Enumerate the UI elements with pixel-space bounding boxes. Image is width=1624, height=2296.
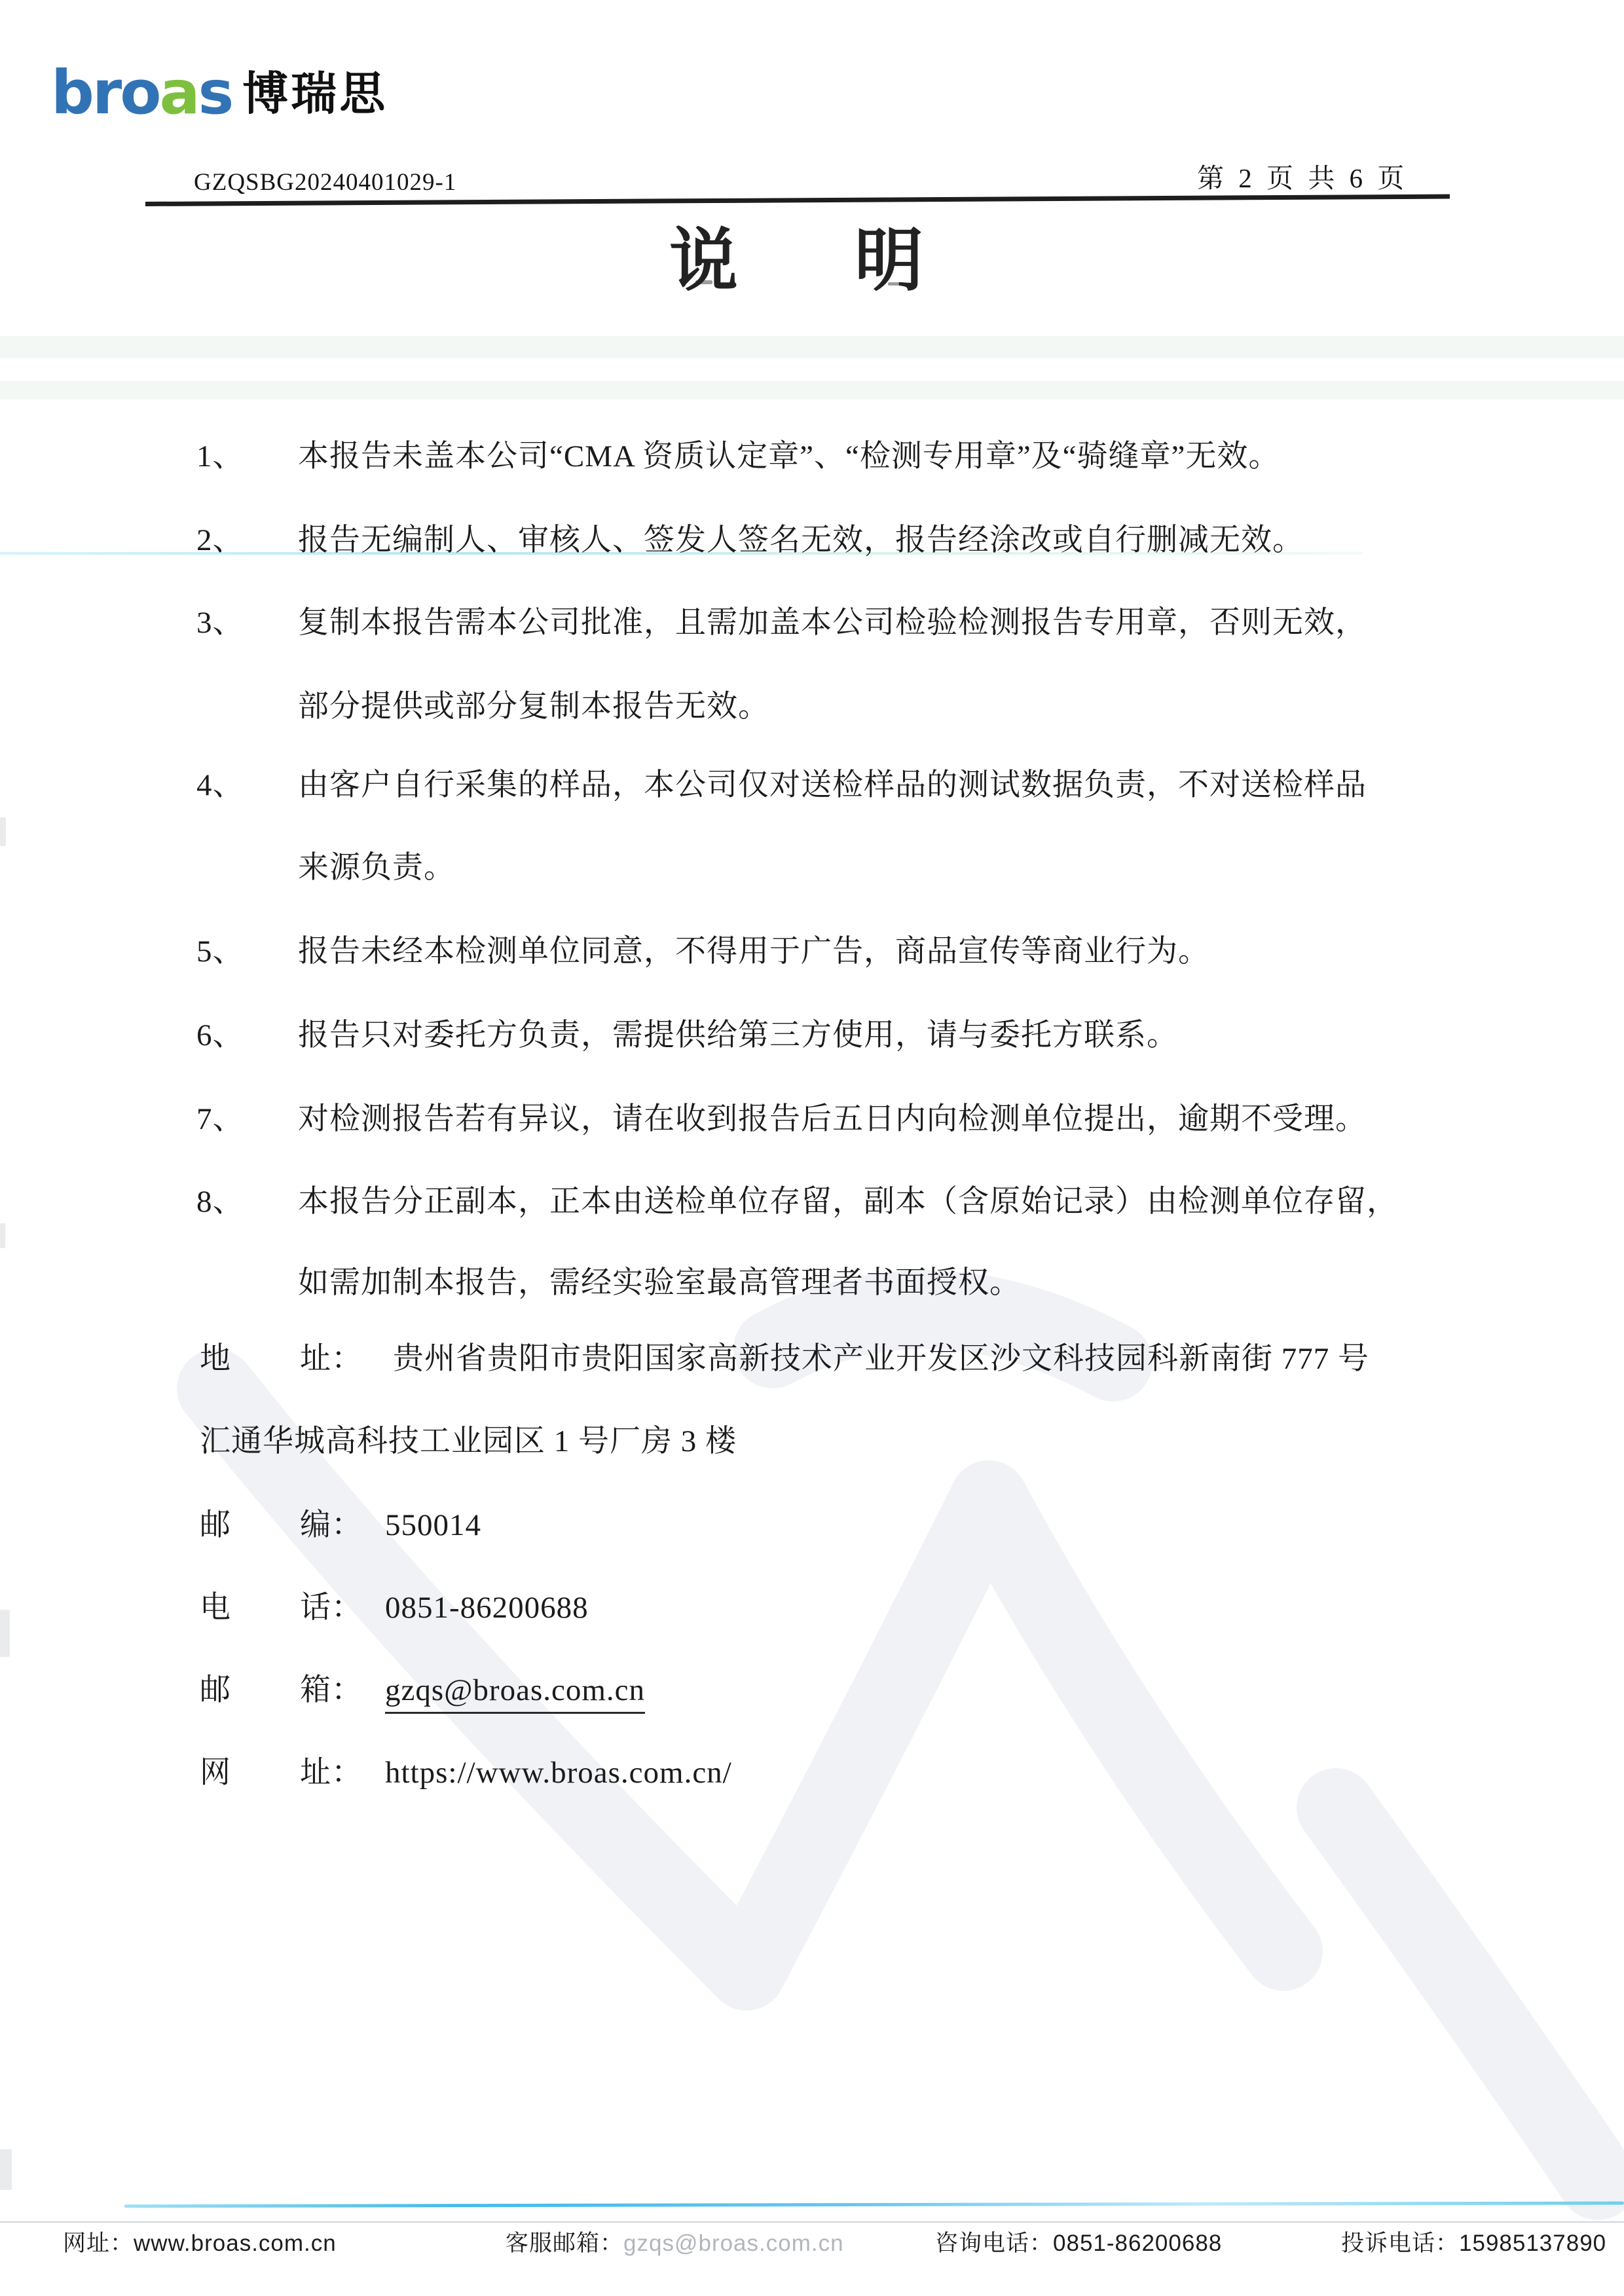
footer-website-label: 网址：	[63, 2231, 134, 2256]
note-number: 3、	[196, 606, 244, 640]
email-link[interactable]: gzqs@broas.com.cn	[385, 1671, 645, 1714]
scan-artifact	[0, 336, 1624, 358]
report-number: GZQSBG20240401029-1	[194, 169, 457, 196]
note-number: 7、	[196, 1102, 244, 1136]
note-number: 2、	[196, 523, 244, 557]
footer-website	[63, 2225, 337, 2258]
footer-service-email-value: gzqs@broas.com.cn	[623, 2231, 844, 2256]
note-number: 5、	[196, 935, 244, 969]
note-text: 部分提供或部分复制本报告无效。	[298, 690, 769, 724]
note-text: 对检测报告若有异议，请在收到报告后五日内向检测单位提出，逾期不受理。	[298, 1102, 1367, 1136]
logo-chinese-text: 博瑞思	[242, 68, 388, 119]
note-text: 报告无编制人、审核人、签发人签名无效，报告经涂改或自行删减无效。	[298, 523, 1304, 557]
scan-artifact	[0, 817, 6, 846]
page-title: 说明	[669, 223, 1040, 299]
footer-complaint-phone	[1341, 2225, 1606, 2258]
contact-label: 话：	[300, 1591, 363, 1625]
contact-label: 地	[200, 1342, 231, 1376]
footer-divider	[0, 2221, 1624, 2223]
contact-label: 箱：	[300, 1673, 363, 1707]
note-number: 8、	[196, 1185, 244, 1219]
note-number: 1、	[196, 439, 244, 473]
scan-artifact	[0, 1223, 5, 1248]
page-number: 第 2 页 共 6 页	[1197, 163, 1409, 193]
scan-artifact	[0, 381, 1624, 399]
footer-complaint-phone-label: 投诉电话：	[1341, 2231, 1460, 2256]
footer-consult-phone-value: 0851-86200688	[1053, 2231, 1223, 2256]
footer-service-email-label: 客服邮箱：	[506, 2231, 624, 2256]
footer-consult-phone-label: 咨询电话：	[935, 2231, 1054, 2256]
note-number: 6、	[196, 1018, 244, 1052]
footer-consult-phone	[935, 2225, 1222, 2258]
address-value-line2: 汇通华城高科技工业园区 1 号厂房 3 楼	[200, 1424, 737, 1458]
address-value: 贵州省贵阳市贵阳国家高新技术产业开发区沙文科技园科新南街 777 号	[393, 1342, 1369, 1376]
note-text: 由客户自行采集的样品，本公司仅对送检样品的测试数据负责，不对送检样品	[298, 768, 1367, 802]
scan-artifact	[0, 2149, 12, 2190]
header-divider	[145, 194, 1450, 206]
contact-label: 邮	[200, 1508, 231, 1542]
note-text: 如需加制本报告，需经实验室最高管理者书面授权。	[298, 1266, 1021, 1300]
contact-label: 电	[200, 1591, 231, 1625]
note-number: 4、	[196, 768, 244, 802]
contact-label: 址：	[300, 1342, 363, 1376]
footer-complaint-phone-value: 15985137890	[1459, 2231, 1607, 2256]
note-text: 报告未经本检测单位同意，不得用于广告，商品宣传等商业行为。	[298, 935, 1209, 969]
website-link[interactable]: https://www.broas.com.cn/	[385, 1756, 732, 1790]
contact-label: 编：	[300, 1508, 363, 1542]
phone-value: 0851-86200688	[385, 1591, 589, 1625]
postcode-value: 550014	[385, 1508, 481, 1542]
company-logo	[51, 58, 388, 128]
contact-label: 网	[200, 1756, 231, 1790]
footer-website-value: www.broas.com.cn	[134, 2231, 337, 2256]
logo-latin-text: broas	[51, 58, 232, 128]
scan-artifact	[0, 1610, 10, 1657]
note-text: 本报告未盖本公司“CMA 资质认定章”、“检测专用章”及“骑缝章”无效。	[298, 439, 1280, 473]
contact-label: 址：	[300, 1756, 363, 1790]
footer-accent-line	[124, 2202, 1624, 2208]
note-text: 复制本报告需本公司批准，且需加盖本公司检验检测报告专用章，否则无效，	[298, 606, 1367, 640]
note-text: 来源负责。	[298, 851, 455, 885]
logo-green-letter: a	[159, 58, 198, 128]
footer-service-email	[506, 2225, 844, 2258]
contact-label: 邮	[200, 1673, 231, 1707]
note-text: 报告只对委托方负责，需提供给第三方使用，请与委托方联系。	[298, 1018, 1178, 1052]
note-text: 本报告分正副本，正本由送检单位存留，副本（含原始记录）由检测单位存留，	[298, 1185, 1398, 1219]
